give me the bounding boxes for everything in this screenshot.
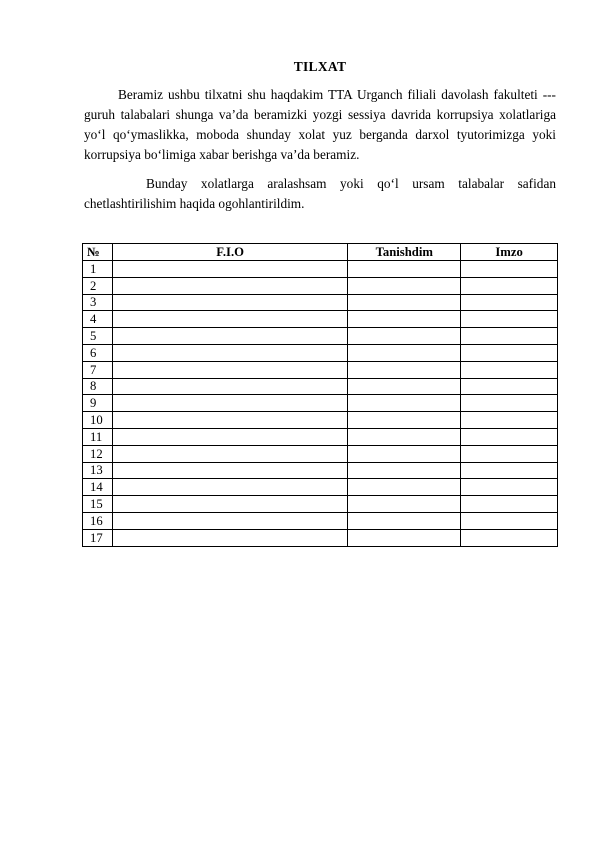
signature-cell[interactable] (461, 428, 558, 445)
signature-cell[interactable] (461, 311, 558, 328)
table-row (83, 344, 558, 361)
table-header-row (83, 244, 558, 261)
row-number-cell: 7 (83, 361, 113, 378)
row-number-cell: 5 (83, 328, 113, 345)
row-number-cell: 13 (83, 462, 113, 479)
signature-table (82, 243, 558, 547)
signature-cell[interactable] (461, 344, 558, 361)
acknowledged-cell[interactable] (348, 428, 461, 445)
signature-cell[interactable] (461, 294, 558, 311)
header-full-name: F.I.O (112, 244, 347, 261)
table-row (83, 496, 558, 513)
full-name-cell[interactable] (112, 277, 347, 294)
signature-cell[interactable] (461, 395, 558, 412)
table-row (83, 428, 558, 445)
acknowledged-cell[interactable] (348, 328, 461, 345)
row-number-cell: 1 (83, 261, 113, 278)
acknowledged-cell[interactable] (348, 512, 461, 529)
row-number-cell: 10 (83, 412, 113, 429)
row-number-cell: 8 (83, 378, 113, 395)
row-number-cell: 14 (83, 479, 113, 496)
signature-cell[interactable] (461, 496, 558, 513)
signature-cell[interactable] (461, 445, 558, 462)
full-name-cell[interactable] (112, 428, 347, 445)
signature-cell[interactable] (461, 261, 558, 278)
acknowledged-cell[interactable] (348, 294, 461, 311)
acknowledged-cell[interactable] (348, 361, 461, 378)
row-number-cell: 4 (83, 311, 113, 328)
full-name-cell[interactable] (112, 311, 347, 328)
table-row (83, 261, 558, 278)
full-name-cell[interactable] (112, 361, 347, 378)
table-row (83, 277, 558, 294)
signature-cell[interactable] (461, 361, 558, 378)
acknowledged-cell[interactable] (348, 529, 461, 546)
acknowledged-cell[interactable] (348, 277, 461, 294)
row-number-cell: 3 (83, 294, 113, 311)
full-name-cell[interactable] (112, 529, 347, 546)
full-name-cell[interactable] (112, 512, 347, 529)
header-acknowledged: Tanishdim (348, 244, 461, 261)
acknowledged-cell[interactable] (348, 311, 461, 328)
acknowledged-cell[interactable] (348, 378, 461, 395)
table-row (83, 412, 558, 429)
full-name-cell[interactable] (112, 496, 347, 513)
document-title: TILXAT (293, 59, 347, 74)
table-row (83, 462, 558, 479)
signature-cell[interactable] (461, 277, 558, 294)
table-row (83, 512, 558, 529)
signature-cell[interactable] (461, 378, 558, 395)
header-signature: Imzo (461, 244, 558, 261)
acknowledged-cell[interactable] (348, 479, 461, 496)
header-number: № (83, 244, 113, 261)
signature-cell[interactable] (461, 479, 558, 496)
acknowledged-cell[interactable] (348, 462, 461, 479)
full-name-cell[interactable] (112, 328, 347, 345)
acknowledged-cell[interactable] (348, 261, 461, 278)
row-number-cell: 2 (83, 277, 113, 294)
table-row (83, 445, 558, 462)
signature-cell[interactable] (461, 462, 558, 479)
acknowledged-cell[interactable] (348, 496, 461, 513)
acknowledged-cell[interactable] (348, 445, 461, 462)
signature-cell[interactable] (461, 412, 558, 429)
table-row (83, 311, 558, 328)
signature-cell[interactable] (461, 512, 558, 529)
row-number-cell: 16 (83, 512, 113, 529)
signature-cell[interactable] (461, 529, 558, 546)
table-row (83, 529, 558, 546)
full-name-cell[interactable] (112, 412, 347, 429)
full-name-cell[interactable] (112, 462, 347, 479)
row-number-cell: 9 (83, 395, 113, 412)
row-number-cell: 17 (83, 529, 113, 546)
table-row (83, 328, 558, 345)
full-name-cell[interactable] (112, 294, 347, 311)
table-row (83, 479, 558, 496)
signature-cell[interactable] (461, 328, 558, 345)
full-name-cell[interactable] (112, 479, 347, 496)
acknowledged-cell[interactable] (348, 344, 461, 361)
table-row (83, 378, 558, 395)
paragraph-commitment: Beramiz ushbu tilxatni shu haqdakim TTA Urganch filiali davolash fakulteti --- guruh talabalari shunga va’da beramizki yozgi sessiya davrida korrupsiya xolatlariga yo‘l qo‘ymaslikka, moboda shunday xolat yuz berganda darxol tyutorimizga yoki korrupsiya bo‘limiga xabar berishga va’da beramiz. (84, 87, 556, 162)
row-number-cell: 15 (83, 496, 113, 513)
full-name-cell[interactable] (112, 344, 347, 361)
row-number-cell: 6 (83, 344, 113, 361)
full-name-cell[interactable] (112, 395, 347, 412)
acknowledged-cell[interactable] (348, 395, 461, 412)
table-row (83, 361, 558, 378)
row-number-cell: 12 (83, 445, 113, 462)
full-name-cell[interactable] (112, 445, 347, 462)
acknowledged-cell[interactable] (348, 412, 461, 429)
table-row (83, 395, 558, 412)
paragraph-warning: Bunday xolatlarga aralashsam yoki qo‘l ursam talabalar safidan chetlashtirilishim haqida ogohlantirildim. (84, 176, 556, 211)
full-name-cell[interactable] (112, 261, 347, 278)
full-name-cell[interactable] (112, 378, 347, 395)
row-number-cell: 11 (83, 428, 113, 445)
table-row (83, 294, 558, 311)
